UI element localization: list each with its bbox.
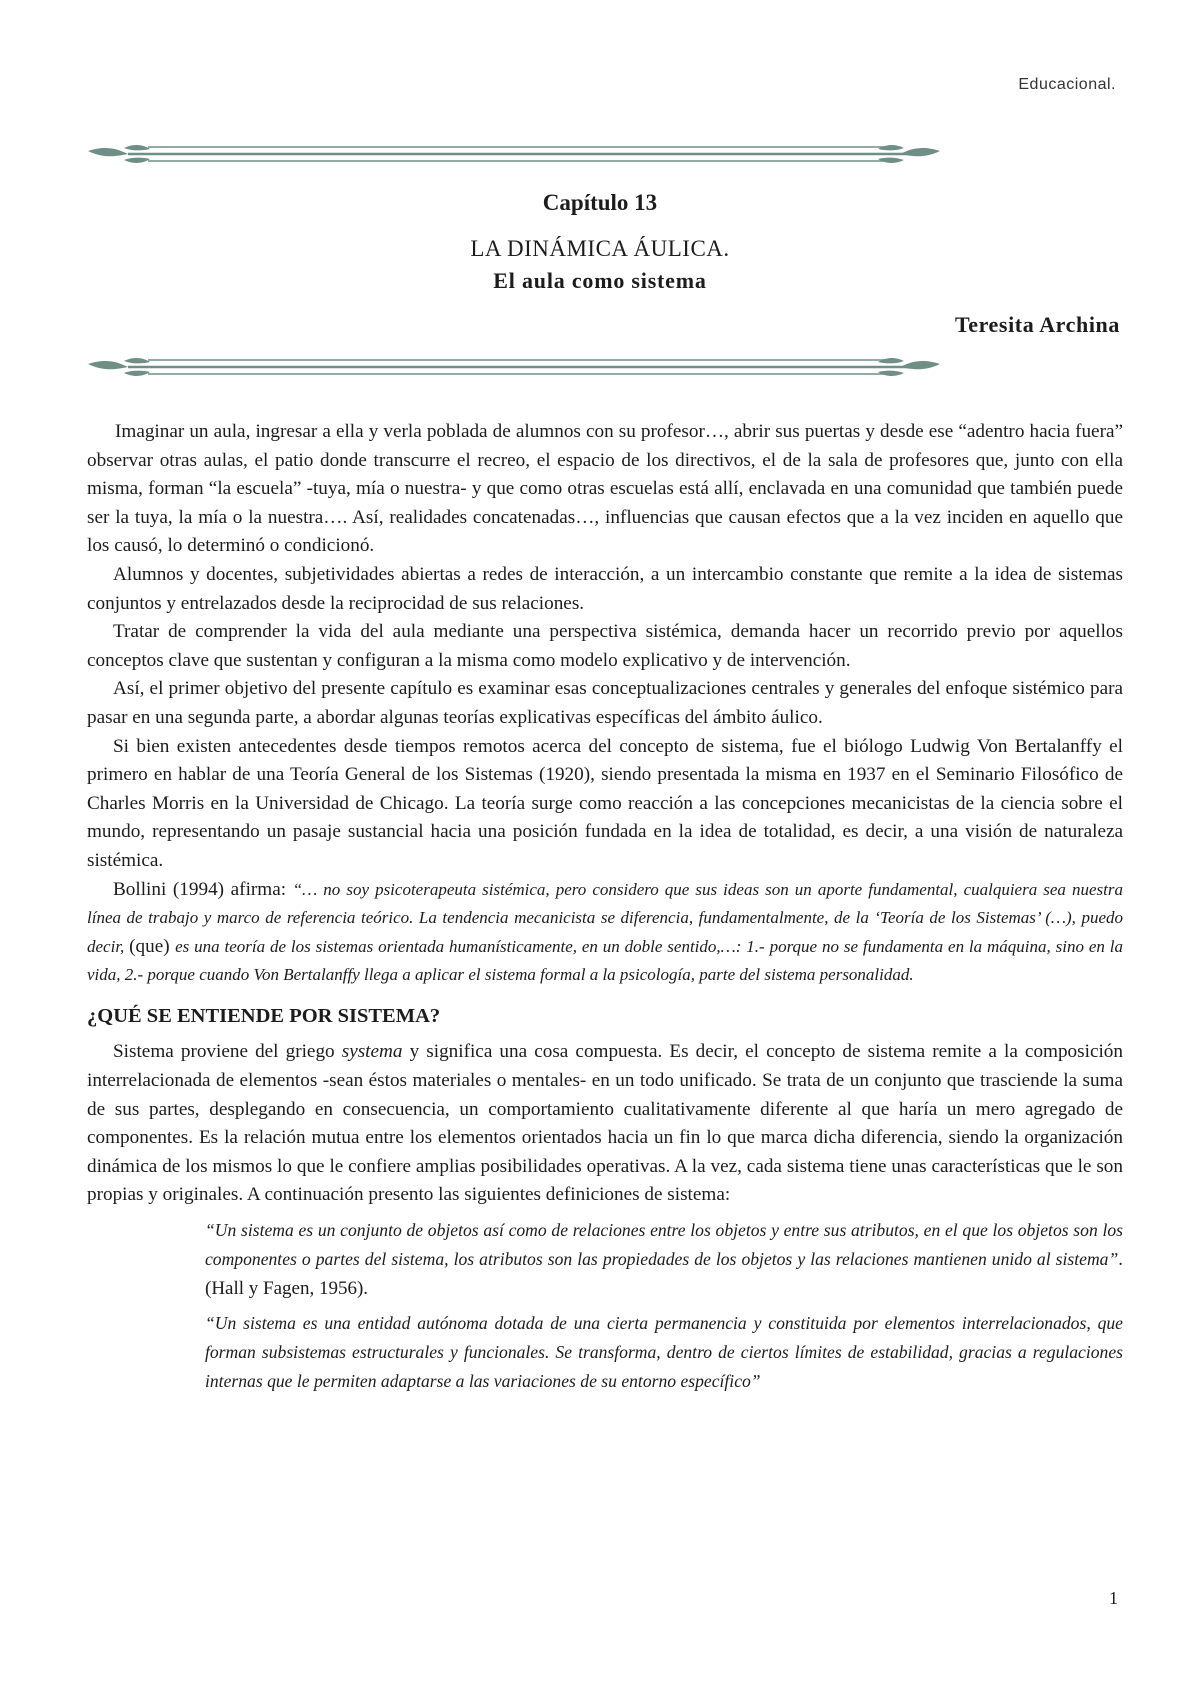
bollini-quote-part-2: es una teoría de los sistemas orientada humanísticamente, en un doble sentido,…: 1.- porque no se fundamenta en la máquina, sino en la vida, 2.- porque cuando Von Bertalanffy llega a aplicar el sistema formal a la psicología, parte del sistema personalidad.: [87, 936, 1123, 985]
chapter-number: Capítulo 13: [542, 190, 658, 215]
definition-quote-1: [205, 1216, 1123, 1303]
body-paragraph: Alumnos y docentes, subjetividades abiertas a redes de interacción, a un intercambio constante que remite a la idea de sistemas conjuntos y entrelazados desde la reciprocidad de sus relaciones.: [87, 563, 1123, 614]
sistema-paragraph-rest: y significa una cosa compuesta. Es decir, el concepto de sistema remite a la composición interrelacionada de elementos -sean éstos materiales o mentales- en un todo unificado. Se trata de un conjunto que trasciende la suma de sus partes, desplegando en consecuencia, un comportamiento cualitativamente diferente al que haría un mero agregado de componentes. Es la relación mutua entre los elementos orientados hacia un fin lo que marca dicha diferencia, siendo la organización dinámica de los mismos lo que le confiere amplias posibilidades operativas. A la vez, cada sistema tiene unas características que le son propias y originales. A continuación presento las siguientes definiciones de sistema:: [87, 1041, 1123, 1206]
author-name: Teresita Archina: [954, 312, 1120, 337]
bottom-ornament-divider: [88, 350, 940, 384]
top-ornament-divider: [88, 137, 940, 171]
body-paragraph: Imaginar un aula, ingresar a ella y verla poblada de alumnos con su profesor…, abrir sus puertas y desde ese “adentro hacia fuera” observar otras aulas, el patio donde transcurre el recreo, el espacio de los directivos, el de la sala de profesores que, junto con ella misma, forman “la escuela” -tuya, mía o nuestra- y que como otras escuelas está allí, enclavada en una comunidad que también puede ser la tuya, la mía o la nuestra…. Así, realidades concatenadas…, influencias que causan efectos que a la vez inciden en aquello que los causó, lo determinó o condicionó.: [87, 421, 1123, 557]
chapter-subtitle: El aula como sistema: [493, 268, 707, 293]
definition-quote-text: “Un sistema es una entidad autónoma dotada de una cierta permanencia y constituida por elementos interrelacionados, que forman subsistemas estructurales y funcionales. Se transforma, dentro de ciertos límites de estabilidad, gracias a regulaciones internas que le permiten adaptarse a las variaciones de su entorno específico”: [205, 1313, 1123, 1392]
chapter-body: [87, 418, 1123, 1396]
sistema-paragraph: [87, 1038, 1123, 1210]
definition-citation: . (Hall y Fagen, 1956).: [205, 1249, 1123, 1300]
body-paragraph: Así, el primer objetivo del presente capítulo es examinar esas conceptualizaciones centrales y generales del enfoque sistémico para pasar en una segunda parte, a abordar algunas teorías explicativas específicas del ámbito áulico.: [87, 678, 1123, 728]
sistema-paragraph-start: Sistema proviene del griego: [113, 1041, 342, 1063]
bollini-quote-part-1: “… no soy psicoterapeuta sistémica, pero considero que sus ideas son un aporte fundamental, cualquiera sea nuestra línea de trabajo y marco de referencia teórico. La tendencia mecanicista se diferencia, fundamentalmente, de la ‘Teoría de los Sistemas’ (…), puedo decir,: [87, 879, 1123, 956]
bollini-paragraph: [87, 876, 1123, 990]
definition-quote-text: “Un sistema es un conjunto de objetos así como de relaciones entre los objetos y entre sus atributos, en el que los objetos son los componentes o partes del sistema, los atributos son las propiedades de los objetos y las relaciones mantienen unido al sistema”: [205, 1220, 1123, 1270]
definition-quote-2: [205, 1309, 1123, 1396]
bollini-interjection: (que): [129, 935, 176, 957]
body-paragraph: Si bien existen antecedentes desde tiempos remotos acerca del concepto de sistema, fue el biólogo Ludwig Von Bertalanffy el primero en hablar de una Teoría General de los Sistemas (1920), siendo presentada la misma en 1937 en el Seminario Filosófico de Charles Morris en la Universidad de Chicago. La teoría surge como reacción a las concepciones mecanicistas de la ciencia sobre el mundo, representando un pasaje sustancial hacia una posición fundada en la idea de totalidad, es decir, a una visión de naturaleza sistémica.: [87, 735, 1123, 871]
chapter-title: LA DINÁMICA ÁULICA.: [470, 236, 730, 261]
page-number: 1: [1109, 1588, 1118, 1608]
bollini-lead: Bollini (1994) afirma:: [113, 878, 293, 900]
sistema-term: systema: [341, 1041, 403, 1063]
running-header: Educacional.: [1018, 76, 1116, 93]
body-paragraph: Tratar de comprender la vida del aula mediante una perspectiva sistémica, demanda hacer un recorrido previo por aquellos conceptos clave que sustentan y configuran a la misma como modelo explicativo y de intervención.: [87, 621, 1123, 671]
section-heading: ¿QUÉ SE ENTIENDE POR SISTEMA?: [87, 1004, 441, 1027]
